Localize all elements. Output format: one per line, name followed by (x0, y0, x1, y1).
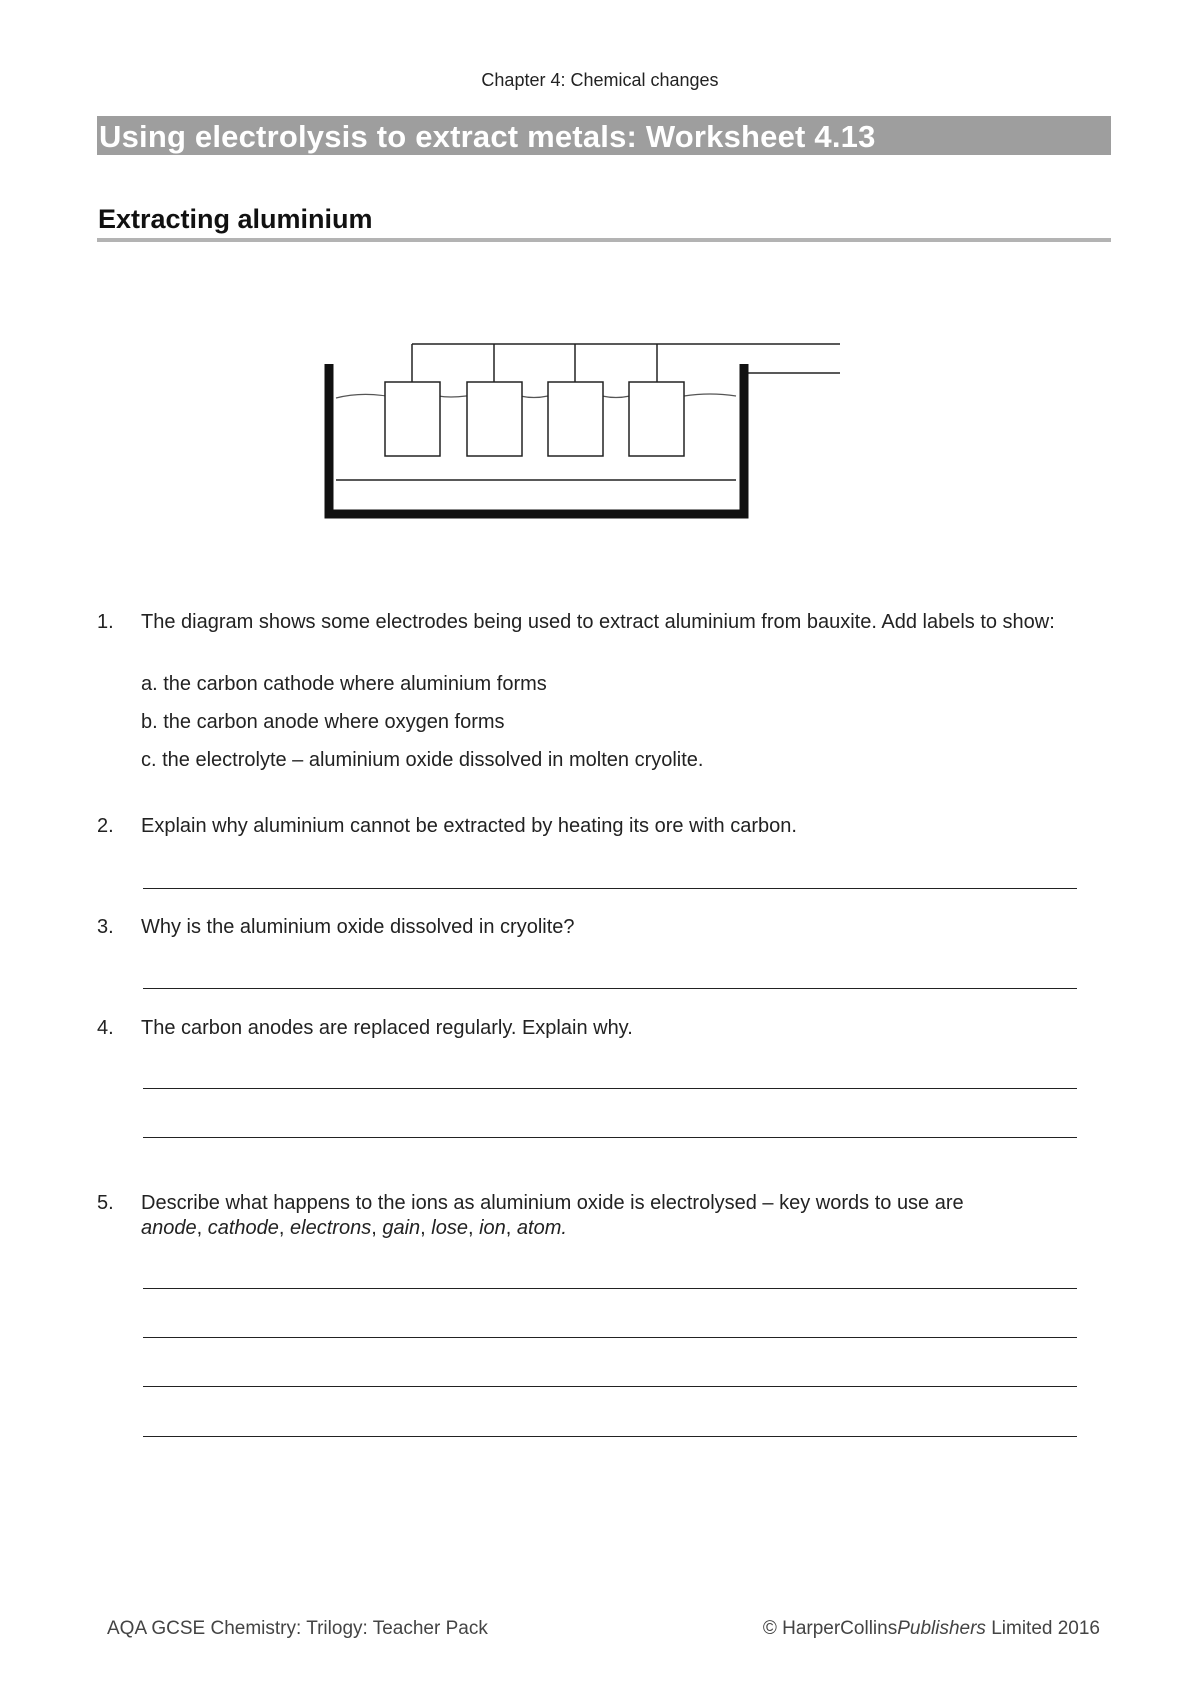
worksheet-title-bar (97, 116, 1111, 155)
answer-line[interactable] (143, 1436, 1077, 1437)
answer-line[interactable] (143, 1386, 1077, 1387)
question-number: 1. (97, 611, 114, 633)
section-divider (97, 238, 1111, 242)
answer-line[interactable] (143, 1288, 1077, 1289)
answer-line[interactable] (143, 1088, 1077, 1089)
footer-copyright (763, 1618, 1100, 1640)
question-text: The carbon anodes are replaced regularly. Explain why. (141, 1017, 633, 1039)
question-text: The diagram shows some electrodes being used to extract aluminium from bauxite. Add labels to show: (141, 611, 1055, 633)
question-number: 3. (97, 916, 114, 938)
question-1-part-a: a. the carbon cathode where aluminium forms (141, 673, 547, 695)
copyright-prefix: © HarperCollins (762, 1618, 898, 1639)
terminator: . (561, 1217, 567, 1239)
question-number: 5. (97, 1192, 114, 1214)
separator: , (196, 1217, 208, 1239)
keyword: atom (516, 1217, 562, 1239)
question-number: 2. (97, 815, 114, 837)
question-number: 4. (97, 1017, 114, 1039)
answer-line[interactable] (143, 888, 1077, 889)
question-text: Explain why aluminium cannot be extracted by heating its ore with carbon. (141, 815, 797, 837)
separator: , (278, 1217, 291, 1239)
separator: , (420, 1217, 432, 1239)
footer-publication: AQA GCSE Chemistry: Trilogy: Teacher Pack (107, 1618, 488, 1639)
answer-line[interactable] (143, 988, 1077, 989)
question-2 (97, 814, 1117, 839)
carbon-anodes (385, 382, 684, 456)
question-1-part-c: c. the electrolyte – aluminium oxide dissolved in molten cryolite. (141, 749, 704, 771)
keyword: gain (382, 1217, 421, 1239)
electrolysis-cell-diagram (320, 330, 850, 520)
question-1-part-b: b. the carbon anode where oxygen forms (141, 711, 505, 733)
anode-1 (385, 382, 440, 456)
copyright-suffix: Limited 2016 (985, 1618, 1100, 1639)
separator: , (505, 1217, 517, 1239)
question-4 (97, 1016, 1117, 1041)
keyword: lose (431, 1217, 468, 1239)
separator: , (467, 1217, 480, 1239)
question-5 (97, 1191, 1117, 1241)
anode-4 (629, 382, 684, 456)
question-text (141, 1191, 1111, 1241)
worksheet-title: Using electrolysis to extract metals: Worksheet 4.13 (99, 119, 876, 154)
anode-2 (467, 382, 522, 456)
keyword: electrons (290, 1217, 372, 1239)
keyword: ion (479, 1217, 506, 1239)
answer-line[interactable] (143, 1337, 1077, 1338)
question-text: Why is the aluminium oxide dissolved in cryolite? (141, 916, 575, 938)
question-3 (97, 915, 1117, 940)
copyright-italic: Publishers (897, 1618, 986, 1639)
answer-line[interactable] (143, 1137, 1077, 1138)
chapter-header: Chapter 4: Chemical changes (481, 70, 719, 90)
separator: , (371, 1217, 383, 1239)
keyword: cathode (207, 1217, 279, 1239)
section-heading: Extracting aluminium (98, 204, 373, 234)
connecting-wires (412, 344, 840, 382)
question-5-lead: Describe what happens to the ions as aluminium oxide is electrolysed – key words to use are (141, 1192, 964, 1214)
anode-3 (548, 382, 603, 456)
question-1 (97, 610, 1117, 660)
keyword: anode (141, 1217, 197, 1239)
